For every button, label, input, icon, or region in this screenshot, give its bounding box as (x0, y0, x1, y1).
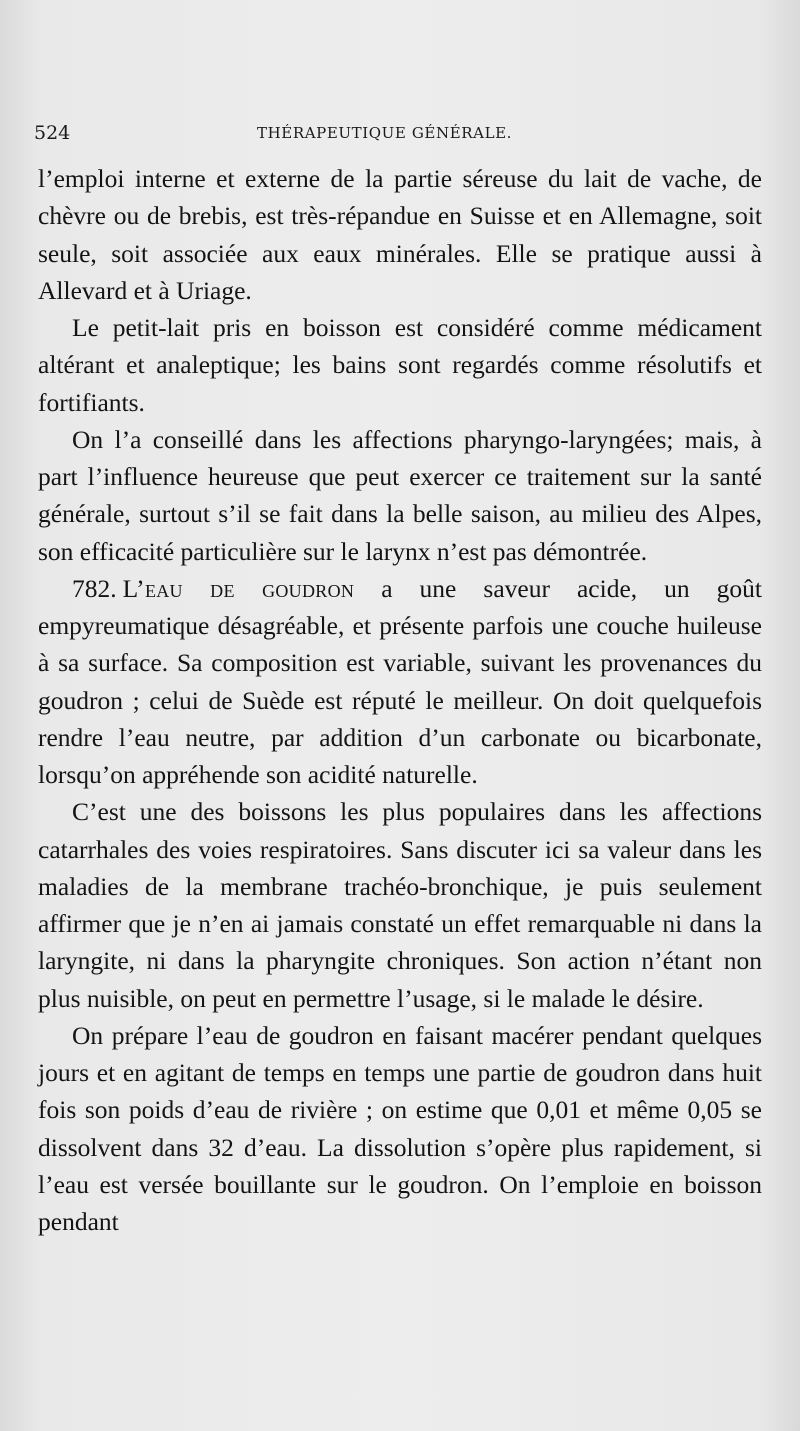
page-header (34, 122, 760, 148)
paragraph-4-text: a une saveur acide, un goût empyreumatique désagréable, et présente parfois une couche huileuse à sa surface. Sa composition est variable, suivant les provenances du goudron ; celui de Suède est réputé le meilleur. On doit quelquefois rendre l’eau neutre, par addition d’un carbonate ou bicarbonate, lorsqu’on appréhende son acidité naturelle. (38, 573, 763, 789)
body-text (38, 160, 762, 1240)
paragraph-5: C’est une des boissons les plus populaires dans les affections catarrhales des voies respiratoires. Sans discuter ici sa valeur dans les maladies de la membrane trachéo-bronchique, je puis seulement affirmer que je n’en ai jamais constaté un effet remarquable ni dans la laryngite, ni dans la pharyngite chroniques. Son action n’étant non plus nuisible, on peut en permettre l’usage, si le malade le désire. (38, 797, 762, 1013)
paragraph-1: l’emploi interne et externe de la partie séreuse du lait de vache, de chèvre ou de brebis, est très-répandue en Suisse et en Allemagne, soit seule, soit associée aux eaux minérales. Elle se pratique aussi à Allevard et à Uriage. (38, 164, 762, 305)
paragraph-2: Le petit-lait pris en boisson est considéré comme médicament altérant et analeptique; les bains sont regardés comme résolutifs et fortifiants. (38, 313, 762, 417)
page-number: 524 (34, 122, 71, 144)
paragraph-6: On prépare l’eau de goudron en faisant macérer pendant quelques jours et en agitant de temps en temps une partie de goudron dans huit fois son poids d’eau de rivière ; on estime que 0,01 et même 0,05 se dissolvent dans 32 d’eau. La dissolution s’opère plus rapidement, si l’eau est versée bouillante sur le goudron. On l’emploie en boisson pendant (38, 1020, 762, 1236)
section-heading: L’eau de goudron (122, 573, 355, 603)
section-number: 782. (72, 573, 117, 603)
paragraph-3: On l’a conseillé dans les affections pharyngo-laryngées; mais, à part l’influence heureuse que peut exercer ce traitement sur la santé générale, surtout s’il se fait dans la belle saison, au milieu des Alpes, son efficacité particulière sur le larynx n’est pas démontrée. (38, 424, 762, 566)
running-title: THÉRAPEUTIQUE GÉNÉRALE. (257, 124, 513, 142)
paragraph-4 (38, 570, 762, 794)
